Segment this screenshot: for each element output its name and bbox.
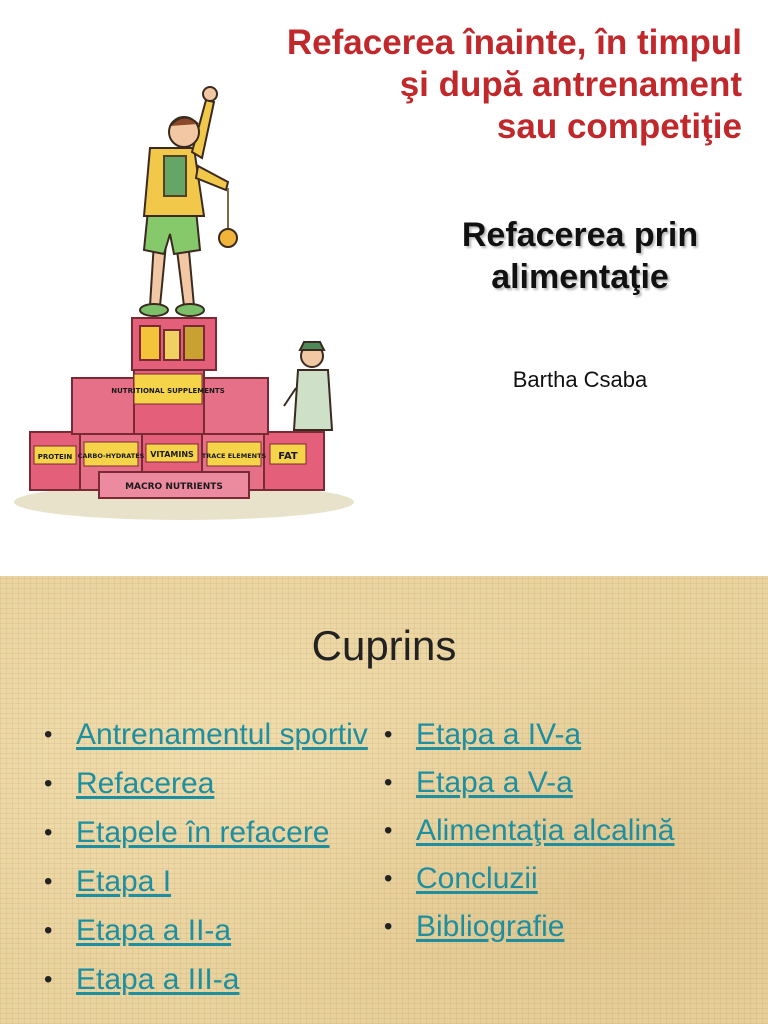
list-item	[382, 910, 742, 943]
toc-link-alimentatia-alcalina[interactable]: Alimentaţia alcalină	[416, 814, 675, 847]
toc-link-refacerea[interactable]: Refacerea	[76, 767, 215, 800]
list-item	[42, 963, 372, 996]
subtitle-line-1: Refacerea prin	[461, 216, 699, 254]
list-item	[42, 718, 372, 751]
bullet-icon: •	[44, 819, 53, 846]
list-item	[42, 767, 372, 800]
bullet-icon: •	[384, 817, 393, 844]
label-fat: FAT	[278, 451, 298, 462]
toc-link-antrenamentul-sportiv[interactable]: Antrenamentul sportiv	[76, 718, 368, 751]
toc-link-etapa-3[interactable]: Etapa a III-a	[76, 963, 240, 996]
author-name: Bartha Csaba	[512, 367, 648, 392]
contents-list-right	[382, 718, 742, 958]
contents-list-left	[42, 718, 372, 1012]
slide-subtitle	[380, 214, 768, 298]
bullet-icon: •	[44, 917, 53, 944]
list-item	[42, 914, 372, 947]
label-trace-elements: TRACE ELEMENTS	[201, 452, 267, 460]
title-line-2: şi după antrenament	[399, 65, 742, 104]
label-protein: PROTEIN	[37, 453, 73, 461]
contents-title: Cuprins	[311, 622, 457, 669]
subtitle-line-2: alimentaţie	[491, 258, 669, 296]
bullet-icon: •	[384, 913, 393, 940]
title-line-3: sau competiţie	[496, 107, 742, 146]
list-item	[42, 865, 372, 898]
label-vitamins: VITAMINS	[150, 450, 194, 459]
list-item	[382, 766, 742, 799]
toc-link-etapa-5[interactable]: Etapa a V-a	[416, 766, 573, 799]
toc-link-etapa-1[interactable]: Etapa I	[76, 865, 172, 898]
bullet-icon: •	[384, 769, 393, 796]
contents-slide	[0, 576, 768, 1024]
list-item	[382, 814, 742, 847]
list-item	[382, 862, 742, 895]
toc-link-bibliografie[interactable]: Bibliografie	[416, 910, 565, 943]
label-carbohydrates: CARBO-HYDRATES	[77, 452, 145, 460]
top-box	[132, 318, 216, 370]
list-item	[382, 718, 742, 751]
slide-title	[182, 22, 742, 148]
label-supplements: NUTRITIONAL SUPPLEMENTS	[111, 387, 225, 395]
title-line-1: Refacerea înainte, în timpul	[286, 23, 742, 62]
toc-link-concluzii[interactable]: Concluzii	[416, 862, 538, 895]
list-item	[42, 816, 372, 849]
toc-link-etapa-4[interactable]: Etapa a IV-a	[416, 718, 582, 751]
label-macro-nutrients: MACRO NUTRIENTS	[125, 482, 223, 492]
bullet-icon: •	[44, 868, 53, 895]
toc-link-etapele[interactable]: Etapele în refacere	[76, 816, 330, 849]
toc-link-etapa-2[interactable]: Etapa a II-a	[76, 914, 232, 947]
coach-figure	[284, 342, 332, 430]
bullet-icon: •	[44, 770, 53, 797]
bullet-icon: •	[44, 721, 53, 748]
bullet-icon: •	[384, 865, 393, 892]
bullet-icon: •	[384, 721, 393, 748]
bullet-icon: •	[44, 966, 53, 993]
